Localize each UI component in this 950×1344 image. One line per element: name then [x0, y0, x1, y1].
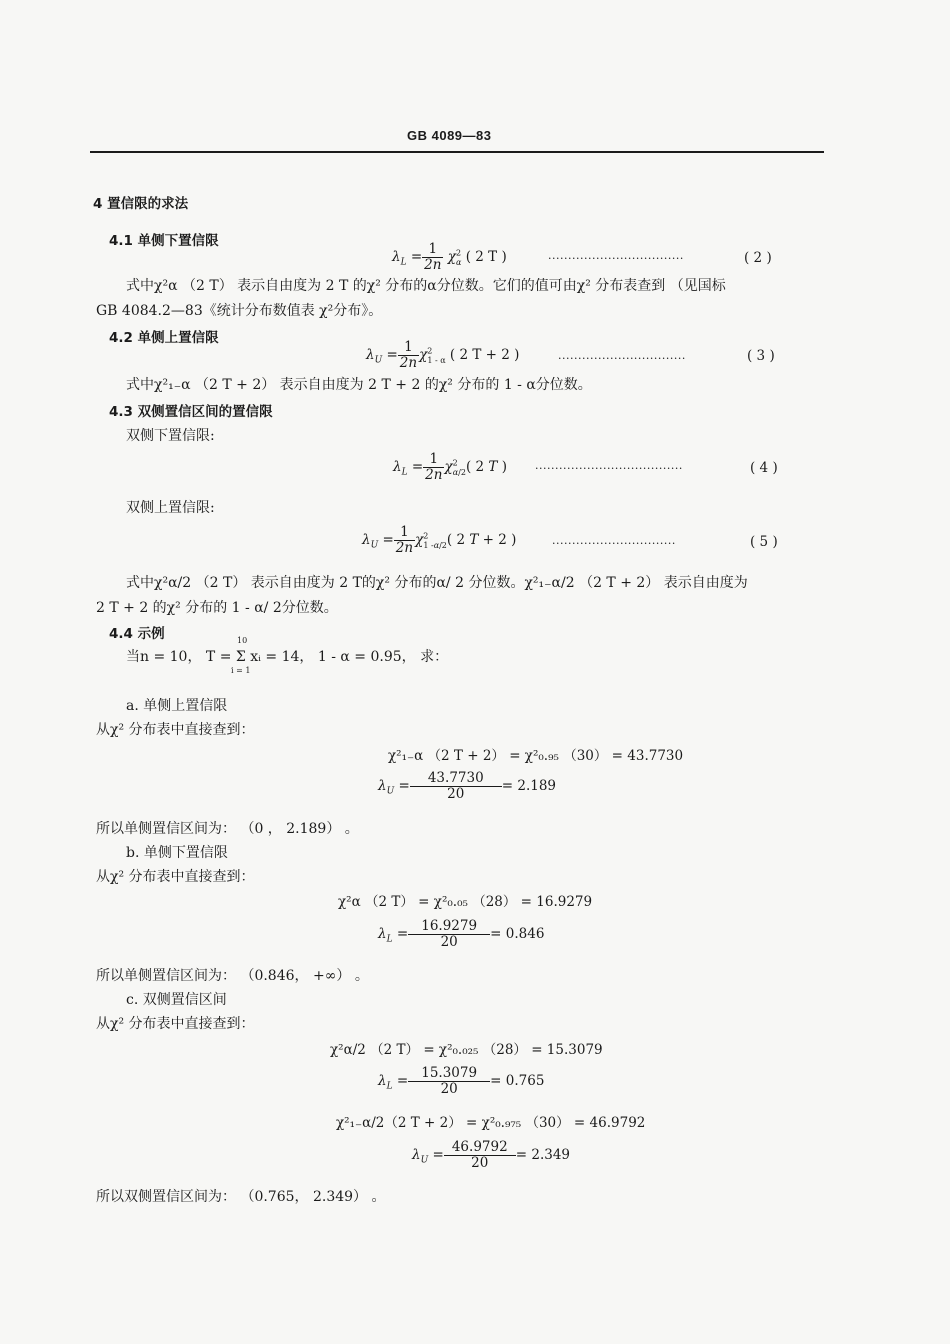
formula-2: $\lambda_L$ = $\frac{1}{2n}$ $\chi^2_\alpha$ ( 2 T )	[392, 241, 507, 273]
s43-description-line2: 2 T + 2 的χ² 分布的 1 - α/ 2分位数。	[96, 600, 338, 616]
fraction-1-over-2n: $\frac{1}{2n}$	[399, 339, 418, 371]
equation-number-2: ( 2 )	[744, 250, 772, 266]
lambda-result: = 0.765	[490, 1072, 545, 1089]
formula-3: $\lambda_U$ = $\frac{1}{2n}$ $\chi^2_{1 - \alpha}$ ( 2 T + 2 )	[366, 339, 520, 371]
s43-description-line1: 式中χ²α/2 （2 T） 表示自由度为 2 T的χ² 分布的α/ 2 分位数。χ²₁₋α/2 （2 T + 2） 表示自由度为	[126, 575, 748, 591]
example-a-chi-value: χ²₁₋α （2 T + 2） = χ²₀.₉₅ （30） = 43.7730	[388, 748, 684, 764]
leader-dots: ··································	[548, 252, 684, 265]
lambda-denominator: 20	[471, 1154, 489, 1171]
leader-dots: ································	[558, 352, 686, 365]
example-c-chi-value-1: χ²α/2 （2 T） = χ²₀.₀₂₅ （28） = 15.3079	[330, 1042, 603, 1058]
lambda-denominator: 20	[440, 1080, 458, 1097]
formula-arg: ( 2 T + 2 )	[449, 346, 520, 363]
example-b-lambda: $\lambda_L$ = $\frac{16.9279}{20}$ = 0.846	[378, 918, 545, 950]
lambda-result: = 2.349	[515, 1146, 571, 1163]
example-c-chi-value-2: χ²₁₋α/2（2 T + 2） = χ²₀.₉₇₅ （30） = 46.9792	[336, 1115, 646, 1131]
example-given: 当n = 10， T = Σ xᵢ = 14， 1 - α = 0.95， 求：	[126, 649, 449, 665]
example-a-title: a. 单侧上置信限	[126, 698, 228, 714]
leader-dots: ·····································	[535, 462, 683, 475]
lambda-symbol: λ	[392, 248, 401, 265]
two-sided-lower-label: 双侧下置信限:	[126, 428, 215, 444]
example-b-lookup: 从χ² 分布表中直接查到：	[96, 869, 255, 885]
s41-description-line1: 式中χ²α （2 T） 表示自由度为 2 T 的χ² 分布的α分位数。它们的值可由χ² 分布表查到 （见国标	[126, 278, 726, 294]
sum-upper-limit: 10	[237, 636, 248, 645]
lambda-denominator: 20	[447, 785, 465, 802]
section-4-2-title: 4.2 单侧上置信限	[109, 330, 219, 346]
sum-lower-limit: i = 1	[231, 666, 251, 675]
standard-code-header: GB 4089—83	[407, 128, 492, 143]
example-c-lambda-lower: $\lambda_L$ = $\frac{15.3079}{20}$ = 0.765	[378, 1065, 545, 1097]
s41-description-line2: GB 4084.2—83《统计分布数值表 χ²分布》。	[96, 303, 383, 319]
fraction-1-over-2n: $\frac{1}{2n}$	[424, 241, 442, 273]
two-sided-upper-label: 双侧上置信限:	[126, 500, 215, 516]
lambda-numerator: 16.9279	[408, 919, 490, 935]
lambda-numerator: 46.9792	[444, 1140, 516, 1156]
example-c-result: 所以双侧置信区间为： （0.765， 2.349） 。	[96, 1189, 386, 1205]
formula-4: $\lambda_L$ = $\frac{1}{2n}$ $\chi^2_{\alpha/2}$( 2 T )	[393, 451, 507, 483]
example-c-lookup: 从χ² 分布表中直接查到：	[96, 1016, 255, 1032]
example-b-result: 所以单侧置信区间为： （0.846， +∞） 。	[96, 968, 369, 984]
leader-dots: ·······························	[552, 537, 676, 550]
chi-symbol: χ	[447, 248, 456, 265]
lambda-numerator: 15.3079	[408, 1066, 490, 1082]
chi-subscript: 1 - α	[427, 355, 446, 365]
lambda-symbol: λ	[366, 346, 375, 363]
example-b-chi-value: χ²α （2 T） = χ²₀.₀₅ （28） = 16.9279	[338, 894, 593, 910]
lambda-numerator: 43.7730	[410, 771, 502, 787]
s42-description: 式中χ²₁₋α （2 T + 2） 表示自由度为 2 T + 2 的χ² 分布的 1 - α分位数。	[126, 377, 592, 393]
example-c-lambda-upper: $\lambda_U$ = $\frac{46.9792}{20}$ = 2.349	[412, 1139, 571, 1171]
lambda-subscript: L	[400, 257, 407, 268]
section-4-title: 4 置信限的求法	[93, 196, 189, 212]
chi-symbol: χ	[419, 346, 428, 363]
lambda-result: = 2.189	[501, 777, 557, 794]
formula-arg: ( 2 T )	[465, 248, 507, 265]
section-4-1-title: 4.1 单侧下置信限	[109, 233, 219, 249]
example-a-lambda: $\lambda_U$ = $\frac{43.7730}{20}$ = 2.189	[378, 770, 557, 802]
header-rule	[90, 151, 824, 153]
formula-5: $\lambda_U$ = $\frac{1}{2n}$ $\chi^2_{1 -\alpha/2}$( 2 T + 2 )	[362, 524, 517, 556]
equation-number-3: ( 3 )	[747, 348, 775, 364]
section-4-3-title: 4.3 双侧置信区间的置信限	[109, 404, 273, 420]
equation-number-5: ( 5 )	[750, 534, 778, 550]
lambda-result: = 0.846	[490, 925, 545, 942]
example-a-lookup: 从χ² 分布表中直接查到：	[96, 722, 255, 738]
example-b-title: b. 单侧下置信限	[126, 845, 228, 861]
equation-number-4: ( 4 )	[750, 460, 778, 476]
example-a-result: 所以单侧置信区间为： （0 ， 2.189） 。	[96, 821, 359, 837]
lambda-denominator: 20	[440, 933, 458, 950]
lambda-subscript: U	[374, 355, 383, 366]
example-c-title: c. 双侧置信区间	[126, 992, 227, 1008]
section-4-4-title: 4.4 示例	[109, 626, 165, 642]
